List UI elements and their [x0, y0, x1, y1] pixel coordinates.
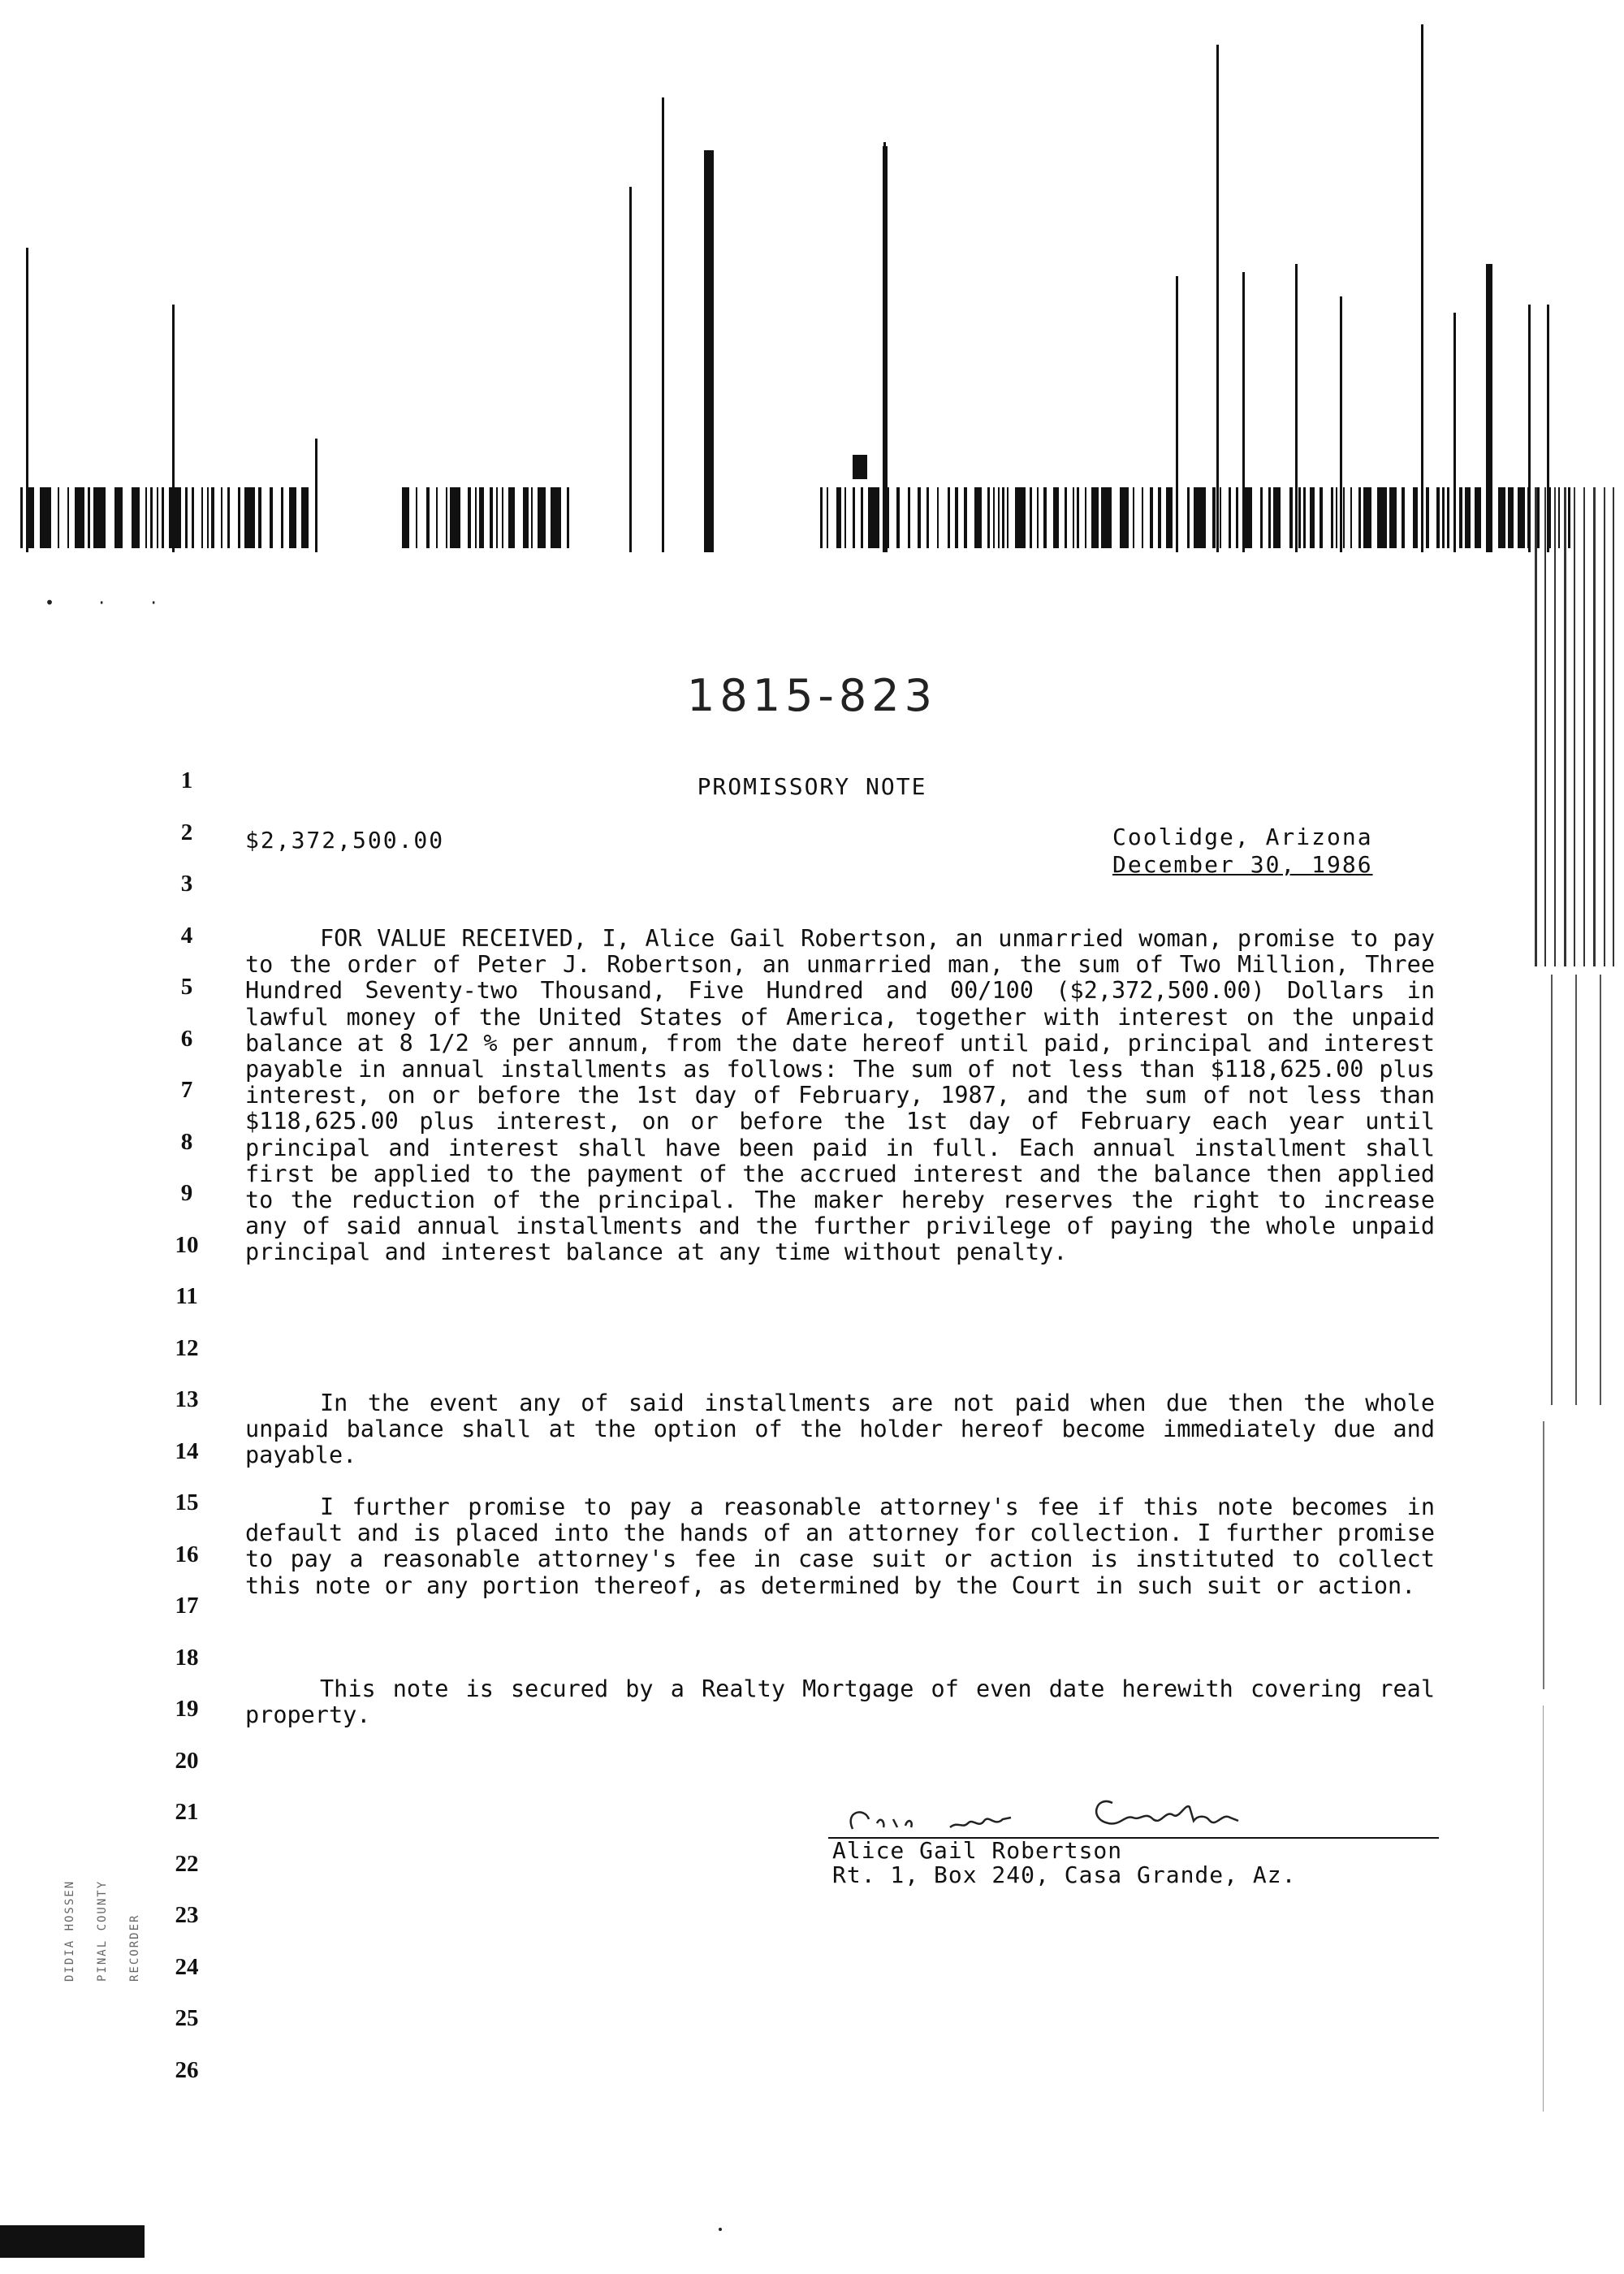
- right-edge-scan-lines: [1527, 487, 1624, 2193]
- line-number: 18: [175, 1644, 199, 1671]
- line-number: 14: [175, 1437, 199, 1464]
- line-number: 3: [180, 871, 193, 897]
- line-number: 26: [175, 2056, 199, 2083]
- line-number: 25: [175, 2005, 199, 2031]
- paragraph-terms: [245, 926, 1435, 1266]
- filing-stamp: [57, 1746, 154, 1990]
- line-number: 8: [180, 1128, 193, 1155]
- paragraph-attorney-fees: [245, 1494, 1435, 1599]
- scan-corner-mark: [0, 2225, 145, 2258]
- line-number: 20: [175, 1747, 199, 1774]
- stamp-line: DIDIA HOSSEN: [63, 1879, 76, 1982]
- line-number: 12: [175, 1334, 199, 1361]
- stamp-line: RECORDER: [128, 1913, 141, 1982]
- line-number: 10: [175, 1231, 199, 1258]
- scan-dot: [719, 2228, 722, 2231]
- paragraph-security: [245, 1676, 1435, 1728]
- line-number: 9: [180, 1180, 193, 1206]
- line-number: 5: [180, 974, 193, 1000]
- line-number: 15: [175, 1489, 199, 1515]
- line-number: 21: [175, 1799, 199, 1825]
- line-number: 23: [175, 1902, 199, 1928]
- stamp-line: PINAL COUNTY: [96, 1879, 109, 1982]
- line-number: 4: [180, 922, 193, 949]
- line-number: 11: [175, 1283, 198, 1309]
- handwritten-signature: [828, 1779, 1445, 1837]
- signer-name: Alice Gail Robertson: [832, 1837, 1123, 1864]
- line-number: 7: [180, 1077, 193, 1103]
- note-amount: $2,372,500.00: [245, 827, 445, 854]
- line-number: 16: [175, 1541, 199, 1567]
- paragraph-text: I further promise to pay a reasonable attorney's fee if this note becomes in default and is placed into the hands of an attorney for collection. I further promise to pay a reasonable attorney's fee in case suit or action is instituted to collect this note or any portion thereof, as determined by the Court in such suit or action.: [245, 1494, 1435, 1599]
- document-title: PROMISSORY NOTE: [697, 773, 927, 800]
- line-number: 1: [180, 767, 193, 793]
- line-number: 17: [175, 1593, 199, 1619]
- barcode-strip: [0, 0, 1624, 568]
- scan-dots: • · ·: [45, 593, 175, 612]
- note-date: December 30, 1986: [1112, 851, 1373, 878]
- document-number: 1815-823: [687, 670, 937, 721]
- line-number: 13: [175, 1386, 199, 1412]
- paragraph-text: This note is secured by a Realty Mortgage of even date herewith covering real property.: [245, 1675, 1435, 1729]
- note-place: Coolidge, Arizona: [1112, 824, 1373, 850]
- line-number: 22: [175, 1850, 199, 1877]
- paragraph-default: [245, 1390, 1435, 1469]
- line-number: 2: [180, 819, 193, 845]
- paragraph-text: FOR VALUE RECEIVED, I, Alice Gail Robertson, an unmarried woman, promise to pay to the order of Peter J. Robertson, an unmarried man, the sum of Two Million, Three Hundred Seventy-two Thousand, Five Hundred and 00/100 ($2,372,500.00) Dollars in lawful money of the United States of America, together with interest on the unpaid balance at 8 1/2 % per annum, from the date hereof until paid, principal and interest payable in annual installments as follows: The sum of not less than $118,625.00 plus interest, on or before the 1st day of February, 1987, and the sum of not less than $118,625.00 plus interest, on or before the 1st day of February each year until principal and interest shall have been paid in full. Each annual installment shall first be applied to the payment of the accrued interest and the balance then applied to the reduction of the principal. The maker hereby reserves the right to increase any of said annual installments and the further privilege of paying the whole unpaid principal and interest balance at any time without penalty.: [245, 925, 1435, 1266]
- line-number: 24: [175, 1953, 199, 1980]
- line-number: 6: [180, 1025, 193, 1052]
- line-number: 19: [175, 1696, 199, 1722]
- signer-address: Rt. 1, Box 240, Casa Grande, Az.: [832, 1861, 1297, 1888]
- paragraph-text: In the event any of said installments are not paid when due then the whole unpaid balance shall at the option of the holder hereof become immediately due and payable.: [245, 1390, 1435, 1469]
